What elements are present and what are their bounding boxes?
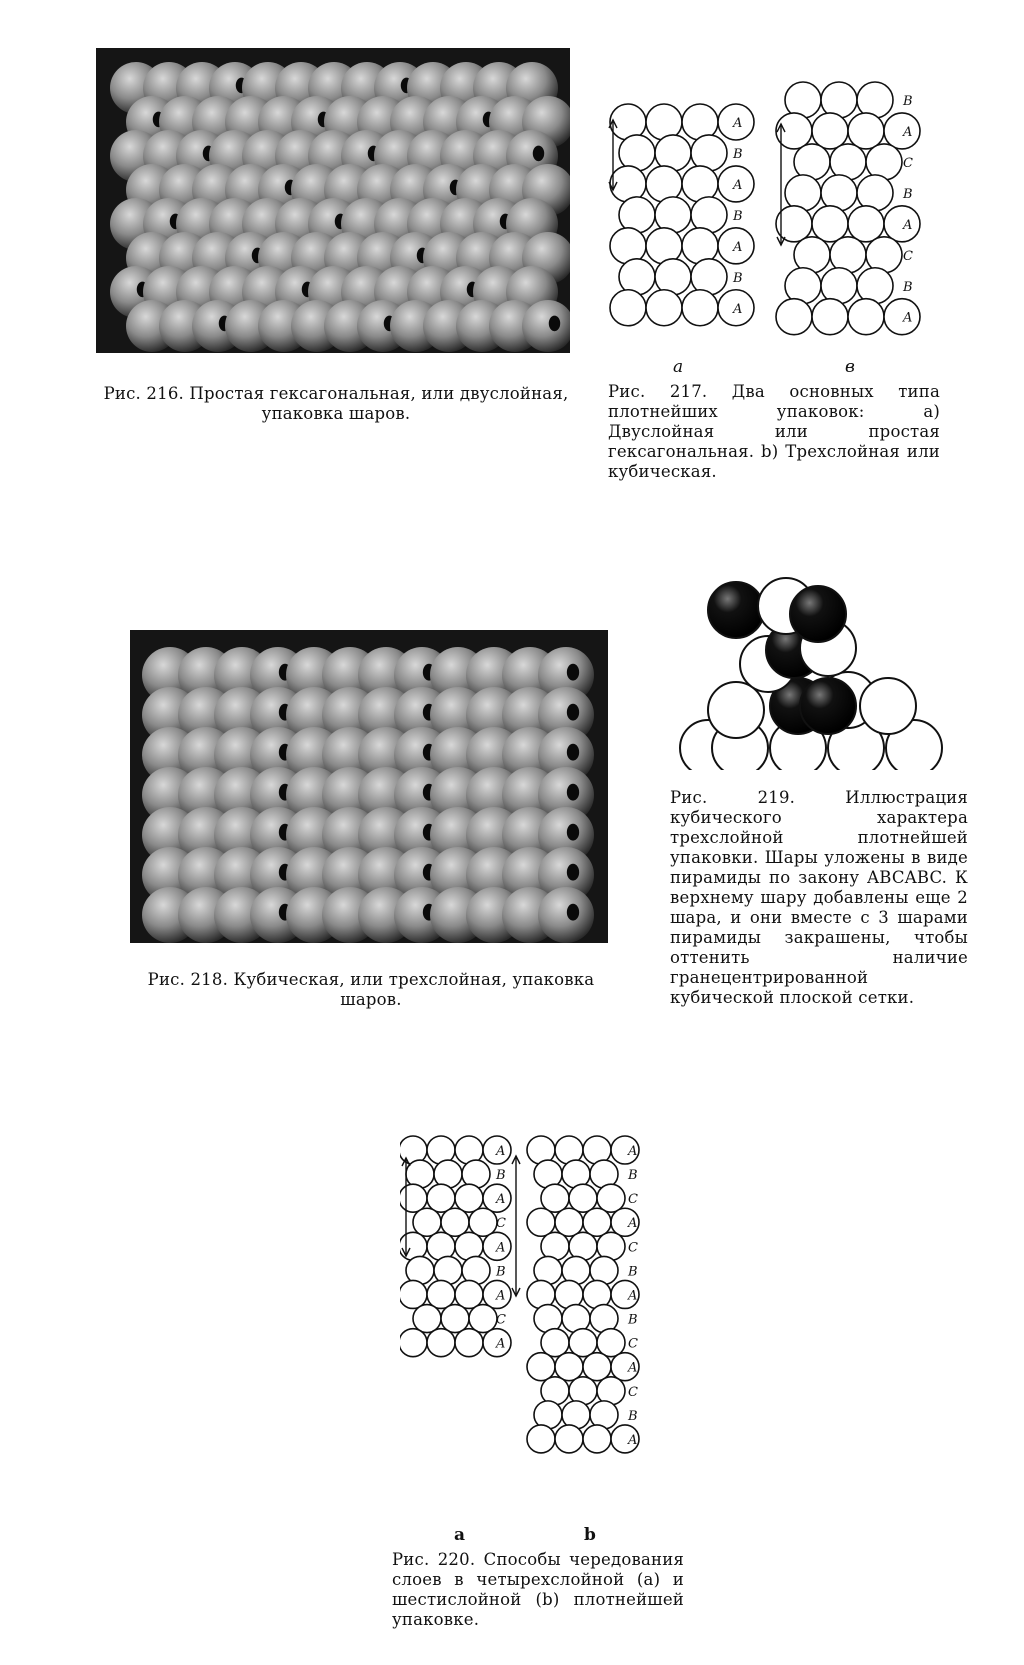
fig220-sublabel-a: a — [454, 1525, 466, 1545]
fig220b-circle — [541, 1184, 569, 1212]
fig220a-circle — [441, 1208, 469, 1236]
fig220a-layer-label: C — [496, 1312, 506, 1328]
fig217b-circle — [812, 113, 848, 149]
fig220a-circle — [400, 1280, 427, 1308]
fig217b-layer-label: C — [903, 248, 913, 264]
fig220b-circle — [569, 1184, 597, 1212]
ball-hole — [567, 864, 579, 881]
fig217b-circle — [884, 206, 920, 242]
fig220b-layer-label: B — [628, 1168, 638, 1184]
black-ball — [708, 582, 764, 638]
fig217b-circle — [776, 299, 812, 335]
fig220-sublabel-b: b — [584, 1525, 596, 1545]
fig220a-layer-label: A — [496, 1240, 506, 1256]
fig217b-circle — [848, 206, 884, 242]
fig217b-circle — [848, 113, 884, 149]
black-ball — [800, 678, 856, 734]
fig217b-circle — [812, 299, 848, 335]
fig217-sublabel-a: a — [673, 357, 684, 377]
fig220b-layer-label: A — [628, 1144, 638, 1159]
figure-220-caption: Рис. 220. Способы чередования слоев в четырехслойной (a) и шестислойной (b) плотнейшей упаковке. — [392, 1550, 684, 1629]
fig220a-circle — [400, 1329, 427, 1357]
fig217b-layer-label: B — [903, 94, 913, 109]
sphere-packing-photo-216 — [96, 48, 570, 353]
fig217b-layer-label: C — [903, 155, 913, 171]
fig217a-circle — [610, 290, 646, 326]
fig220a-circle — [455, 1184, 483, 1212]
ball — [538, 887, 594, 943]
fig217a-layer-label: B — [733, 270, 743, 286]
fig220a-circle — [427, 1280, 455, 1308]
figure-216-photo — [96, 48, 570, 353]
figure-219-caption: Рис. 219. Иллюстрация кубического характера трехслойной плотнейшей упаковки. Шары уложены в виде пирамиды по закону ABCABC. К верхнему шару добавлены еще 2 шара, и они вместе с 3 шарами пирамиды закрашены, чтобы оттенить наличие гранецентрированной кубической плоской сетки. — [670, 788, 968, 1007]
fig220b-layer-label: A — [628, 1360, 638, 1376]
fig220a-layer-label: B — [496, 1264, 506, 1280]
fig217b-layer-label: A — [903, 124, 913, 140]
fig220a-circle — [427, 1184, 455, 1212]
fig220b-layer-label: C — [628, 1384, 638, 1400]
fig220b-layer-label: B — [628, 1312, 638, 1328]
white-ball — [708, 682, 764, 738]
fig220a-layer-label: C — [496, 1216, 506, 1232]
fig220b-circle — [555, 1208, 583, 1236]
fig217a-layer-label: A — [733, 116, 743, 131]
fig217b-layer-label: A — [903, 217, 913, 233]
fig220a-circle — [400, 1184, 427, 1212]
fig220b-layer-label: C — [628, 1192, 638, 1208]
fig220b-circle — [597, 1329, 625, 1357]
ball-hole — [567, 664, 579, 681]
ball-hole — [567, 744, 579, 761]
ball-hole — [567, 824, 579, 841]
ball-hole — [533, 146, 544, 162]
fig217a-circle — [682, 290, 718, 326]
fig220b-circle — [541, 1329, 569, 1357]
fig220b-circle — [527, 1353, 555, 1381]
fig220a-layer-label: A — [496, 1288, 506, 1304]
fig220b-circle — [555, 1353, 583, 1381]
figure-216-caption: Рис. 216. Простая гексагональная, или двуслойная, упаковка шаров. — [103, 384, 569, 423]
fig220b-layer-label: A — [628, 1288, 638, 1304]
fig220b-circle — [597, 1184, 625, 1212]
fig220b-layer-label: B — [628, 1408, 638, 1424]
ball-hole — [567, 904, 579, 921]
fig217b-circle — [812, 206, 848, 242]
fig220b-circle — [583, 1208, 611, 1236]
fig217a-layer-label: A — [733, 177, 743, 193]
fig220b-circle — [555, 1425, 583, 1453]
fig220b-layer-label: B — [628, 1264, 638, 1280]
white-ball — [860, 678, 916, 734]
fig217a-layer-label: B — [733, 208, 743, 224]
fig217b-circle — [884, 299, 920, 335]
fig217b-layer-label: B — [903, 186, 913, 202]
fig220a-circle — [441, 1305, 469, 1333]
fig217b-circle — [884, 113, 920, 149]
ball-hole — [567, 784, 579, 801]
fig217b-layer-label: A — [903, 310, 913, 326]
sphere-packing-photo-218 — [130, 630, 608, 943]
ball-hole — [549, 316, 560, 332]
fig220b-layer-label: A — [628, 1216, 638, 1232]
fig220b-circle — [583, 1353, 611, 1381]
fig220b-circle — [527, 1208, 555, 1236]
fig217a-layer-label: B — [733, 146, 743, 162]
figure-218-photo — [130, 630, 608, 943]
fig220a-layer-label: B — [496, 1168, 506, 1184]
fig217a-circle — [646, 290, 682, 326]
fig220a-circle — [469, 1305, 497, 1333]
fig220b-layer-label: C — [628, 1240, 638, 1256]
fig220a-circle — [413, 1305, 441, 1333]
figure-218-caption: Рис. 218. Кубическая, или трехслойная, упаковка шаров. — [147, 970, 595, 1009]
fig217b-layer-label: B — [903, 279, 913, 295]
fig220a-layer-label: A — [496, 1336, 506, 1352]
fig220a-circle — [427, 1329, 455, 1357]
fig220b-circle — [527, 1425, 555, 1453]
fig220a-circle — [413, 1208, 441, 1236]
figure-217-caption: Рис. 217. Два основных типа плотнейших упаковок: a) Двуслойная или простая гексагональная. b) Трехслойная или кубическая. — [608, 382, 940, 481]
fig217b-circle — [848, 299, 884, 335]
fig217a-layer-label: A — [733, 301, 743, 317]
fig220a-layer-label: A — [496, 1192, 506, 1208]
fig220b-circle — [583, 1425, 611, 1453]
fig220b-layer-label: C — [628, 1336, 638, 1352]
fig220a-circle — [455, 1329, 483, 1357]
figure-217-diagram — [605, 80, 945, 380]
black-ball — [790, 586, 846, 642]
figure-219-pyramid — [670, 560, 960, 770]
fig217a-layer-label: A — [733, 239, 743, 255]
figure-220-diagram — [400, 1128, 700, 1548]
fig220a-circle — [469, 1208, 497, 1236]
fig217-sublabel-b: в — [845, 357, 855, 377]
fig220a-layer-label: A — [496, 1144, 506, 1159]
ball-hole — [567, 704, 579, 721]
fig220a-circle — [455, 1280, 483, 1308]
fig220b-layer-label: A — [628, 1432, 638, 1448]
fig220b-circle — [569, 1329, 597, 1357]
